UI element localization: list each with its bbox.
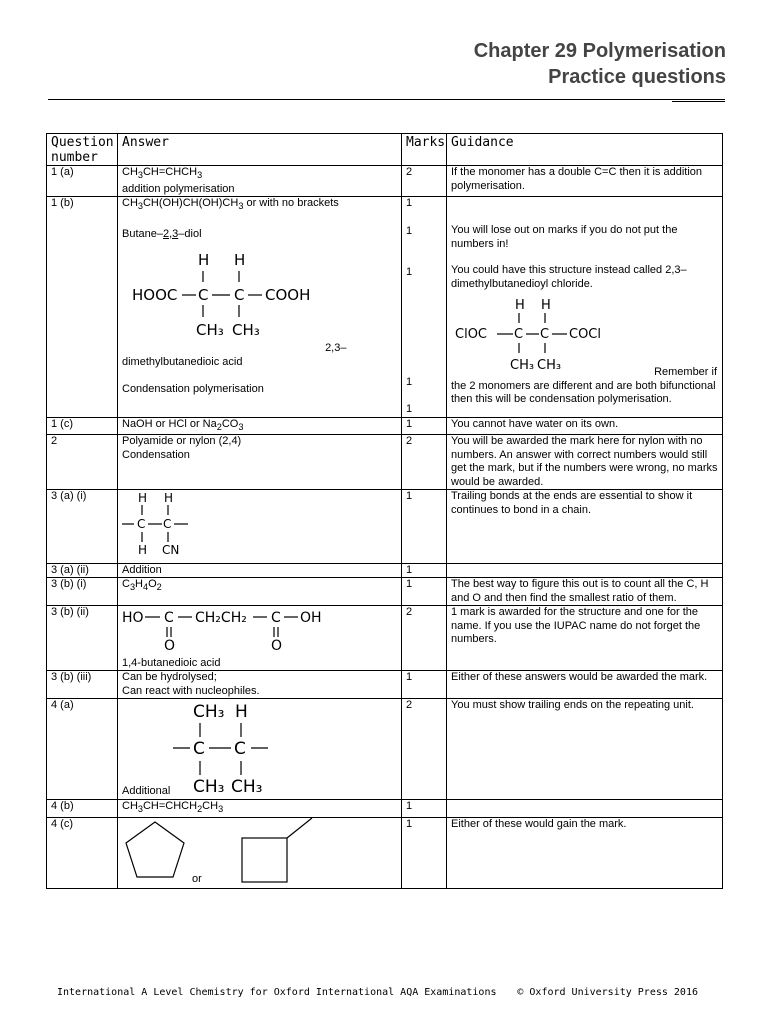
answer-cell: Additional CH₃ H C C CH₃ CH₃: [118, 699, 402, 800]
answer-cell: [118, 490, 402, 564]
col-question: Question number: [47, 134, 118, 166]
answer-cell: $CH_3CH=CHCH_3$ addition polymerisation: [118, 166, 402, 197]
question-cell: 3 (b) (ii): [47, 606, 118, 671]
question-cell: 4 (b): [47, 799, 118, 817]
guidance-cell: [447, 563, 723, 578]
structure-dimethylbutanedioic-acid: [122, 241, 322, 351]
guidance-cell: [447, 799, 723, 817]
svg-text:C: C: [234, 739, 247, 760]
structure-dimethylbutanedioyl-chloride: [451, 291, 651, 375]
footer-right: © Oxford University Press 2016: [517, 987, 698, 998]
svg-text:C: C: [137, 517, 146, 532]
question-cell: 1 (a): [47, 166, 118, 197]
svg-text:C: C: [234, 286, 245, 305]
svg-text:CH₃: CH₃: [537, 358, 562, 374]
question-cell: 4 (c): [47, 817, 118, 889]
marks-cell: 2: [402, 166, 447, 197]
question-cell: 3 (b) (i): [47, 578, 118, 606]
formula: $CH_3CH=CHCH_2CH_3$: [122, 799, 224, 815]
chapter-subtitle: Practice questions: [548, 66, 726, 88]
svg-text:H: H: [515, 298, 525, 314]
marks-cell: 1: [402, 817, 447, 889]
svg-text:COOH: COOH: [265, 286, 311, 305]
svg-text:C: C: [193, 739, 206, 760]
answer-cell: [118, 817, 402, 889]
table-header-row: [47, 134, 723, 166]
svg-text:C: C: [514, 327, 524, 343]
svg-text:H: H: [138, 491, 148, 506]
svg-text:CH₃: CH₃: [193, 702, 225, 723]
svg-text:C: C: [163, 517, 172, 532]
svg-text:HOOC: HOOC: [132, 286, 178, 305]
table-row: [47, 563, 723, 578]
answer-cell: Polyamide or nylon (2,4) Condensation: [118, 435, 402, 490]
svg-text:CN: CN: [162, 543, 180, 558]
guidance-cell: Either of these would gain the mark.: [447, 817, 723, 889]
svg-text:CH₃: CH₃: [231, 777, 263, 795]
or-label: or: [192, 872, 202, 885]
svg-text:C: C: [271, 610, 281, 627]
answers-table: [46, 133, 723, 889]
marks-cell: 2: [402, 435, 447, 490]
guidance-cell: Trailing bonds at the ends are essential to show it continues to bond in a chain.: [447, 490, 723, 564]
question-cell: 3 (b) (iii): [47, 671, 118, 699]
marks-cell: 1: [402, 578, 447, 606]
marks-cell: 2: [402, 699, 447, 800]
guidance-cell: You cannot have water on its own.: [447, 417, 723, 435]
question-cell: 1 (b): [47, 197, 118, 418]
svg-text:H: H: [235, 702, 249, 723]
footer-left: International A Level Chemistry for Oxford International AQA Examinations: [57, 987, 497, 998]
structure-repeat-unit-cn: [122, 490, 242, 558]
marks-cell: 1: [402, 417, 447, 435]
svg-text:C: C: [198, 286, 209, 305]
svg-text:O: O: [164, 638, 176, 653]
marks-cell: 2: [402, 606, 447, 671]
formula: $CH_3CH(OH)CH(OH)CH_3$: [122, 197, 244, 212]
svg-text:COCl: COCl: [569, 327, 601, 343]
svg-text:H: H: [198, 251, 210, 270]
svg-text:CH₃: CH₃: [193, 777, 225, 795]
table-row: [47, 578, 723, 606]
answer-cell: Can be hydrolysed; Can react with nucleophiles.: [118, 671, 402, 699]
guidance-cell: You will lose out on marks if you do not put the numbers in! You could have this structure instead called 2,3–dimethylbutanedioyl chloride. H H ClOC C C COCl CH₃ CH₃ Remember if the 2 monomers are different and are both bifunctional then this will be condensation polymerisation.: [447, 197, 723, 418]
answer-cell: $CH_3CH(OH)CH(OH)CH_3$ or with no brackets Butane–2,3–diol H H HOOC C C COOH CH₃ CH₃ 2,3–dimethylbutanedioic acid Condensation polymerisation: [118, 197, 402, 418]
marks-cell: 1: [402, 671, 447, 699]
svg-text:H: H: [138, 543, 148, 558]
table-row: [47, 671, 723, 699]
structure-repeat-unit-dimethyl: [173, 699, 313, 794]
answer-cell: NaOH or HCl or $Na_2CO_3$: [118, 417, 402, 435]
svg-text:ClOC: ClOC: [455, 327, 487, 343]
formula: $CH_3CH=CHCH_3$: [122, 166, 203, 181]
header-rule-accent: [672, 101, 725, 102]
svg-text:O: O: [271, 638, 283, 653]
svg-text:HO: HO: [122, 610, 144, 627]
svg-text:CH₂CH₂: CH₂CH₂: [195, 610, 247, 627]
answer-cell: [118, 578, 402, 606]
svg-text:CH₃: CH₃: [232, 321, 260, 340]
table-row: [47, 197, 723, 418]
answer-cell: [118, 799, 402, 817]
table-row: [47, 606, 723, 671]
question-cell: 2: [47, 435, 118, 490]
table-row: [47, 435, 723, 490]
guidance-cell: If the monomer has a double C=C then it is addition polymerisation.: [447, 166, 723, 197]
svg-text:H: H: [164, 491, 174, 506]
table-row: [47, 417, 723, 435]
guidance-cell: You must show trailing ends on the repeating unit.: [447, 699, 723, 800]
marks-cell: 1 1 1 1 1: [402, 197, 447, 418]
marks-cell: 1: [402, 563, 447, 578]
guidance-cell: You will be awarded the mark here for nylon with no numbers. An answer with correct numbers would still get the mark, but if the numbers were wrong, no marks would be awarded.: [447, 435, 723, 490]
table-row: [47, 817, 723, 889]
guidance-cell: Either of these answers would be awarded the mark.: [447, 671, 723, 699]
header-rule: [48, 99, 725, 100]
chapter-title: Chapter 29 Polymerisation: [473, 40, 726, 62]
structure-cyclic-alkanes: [122, 818, 322, 884]
guidance-cell: 1 mark is awarded for the structure and one for the name. If you use the IUPAC name do not forget the numbers.: [447, 606, 723, 671]
col-marks: Marks: [402, 134, 447, 166]
structure-butanedioic-acid: [122, 606, 342, 652]
svg-text:CH₃: CH₃: [510, 358, 535, 374]
marks-cell: 1: [402, 799, 447, 817]
svg-text:OH: OH: [300, 610, 322, 627]
svg-text:C: C: [164, 610, 174, 627]
question-cell: 4 (a): [47, 699, 118, 800]
marks-cell: 1: [402, 490, 447, 564]
svg-text:H: H: [541, 298, 551, 314]
table-row: [47, 799, 723, 817]
table-row: [47, 490, 723, 564]
table-row: [47, 166, 723, 197]
question-cell: 3 (a) (ii): [47, 563, 118, 578]
question-cell: 1 (c): [47, 417, 118, 435]
question-cell: 3 (a) (i): [47, 490, 118, 564]
svg-text:H: H: [234, 251, 246, 270]
table-row: [47, 699, 723, 800]
answer-cell: HO C CH₂CH₂ C OH O O 1,4-butanedioic acid: [118, 606, 402, 671]
formula: $C_3H_4O_2$: [122, 578, 162, 593]
svg-text:CH₃: CH₃: [196, 321, 224, 340]
guidance-cell: The best way to figure this out is to count all the C, H and O and then find the smallest ratio of them.: [447, 578, 723, 606]
col-answer: Answer: [118, 134, 402, 166]
svg-text:C: C: [540, 327, 550, 343]
answer-cell: Addition: [118, 563, 402, 578]
col-guidance: Guidance: [447, 134, 723, 166]
